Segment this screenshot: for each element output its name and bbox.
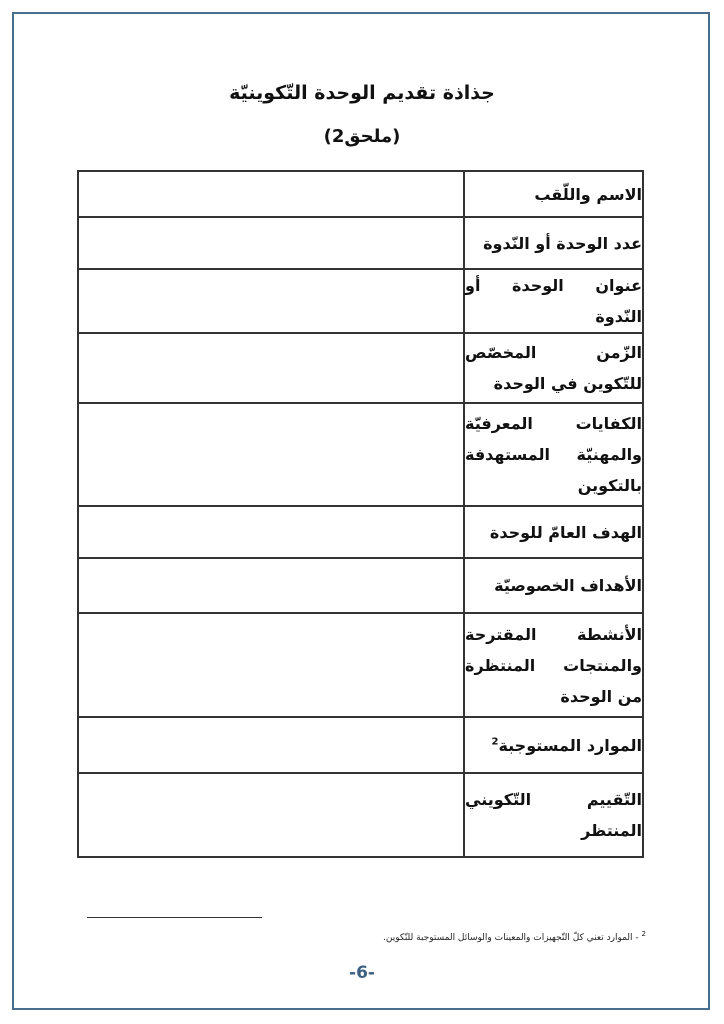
footnote-separator (87, 917, 262, 918)
row-label-general-goal: الهدف العامّ للوحدة (464, 506, 643, 558)
table-row (78, 171, 643, 217)
table-row (78, 613, 643, 717)
form-table (77, 170, 644, 858)
table-row (78, 217, 643, 269)
table-row (78, 558, 643, 613)
document-title: جذاذة تقديم الوحدة التّكوينيّة (229, 82, 495, 104)
row-label-evaluation: التّقييم التّكويني المنتظر (464, 773, 643, 857)
row-label-unit-number: عدد الوحدة أو النّدوة (464, 217, 643, 269)
table-row (78, 269, 643, 333)
table-row (78, 773, 643, 857)
page-number: -6- (349, 963, 375, 983)
row-label-resources: الموارد المستوجبة$^2$ (464, 717, 643, 773)
footnote-reference: 2 (491, 736, 499, 748)
table-row (78, 333, 643, 403)
row-value-competencies[interactable] (78, 403, 464, 506)
row-label-specific-goals: الأهداف الخصوصيّة (464, 558, 643, 613)
table-row (78, 403, 643, 506)
row-label-activities: الأنشطة المقترحة والمنتجات المنتظرة من الوحدة (464, 613, 643, 717)
row-label-name: الاسم واللّقب (464, 171, 643, 217)
document-subtitle: (ملحق2) (323, 126, 401, 147)
row-value-specific-goals[interactable] (78, 558, 464, 613)
footnote-text: - الموارد تعني كلّ التّجهيزات والمعينات والوسائل المستوجبة للتّكوين. (382, 933, 639, 943)
row-value-evaluation[interactable] (78, 773, 464, 857)
row-label-competencies: الكفايات المعرفيّة والمهنيّة المستهدفة بالتكوين (464, 403, 643, 506)
row-label-training-time: الزّمن المخصّص للتّكوين في الوحدة (464, 333, 643, 403)
footnote-marker: 2 (641, 930, 646, 938)
row-value-resources[interactable] (78, 717, 464, 773)
row-value-activities[interactable] (78, 613, 464, 717)
row-label-unit-title: عنوان الوحدة أو النّدوة (464, 269, 643, 333)
row-value-training-time[interactable] (78, 333, 464, 403)
row-value-general-goal[interactable] (78, 506, 464, 558)
table-row (78, 717, 643, 773)
row-value-name[interactable] (78, 171, 464, 217)
footnote (383, 930, 646, 943)
table-row (78, 506, 643, 558)
row-value-unit-number[interactable] (78, 217, 464, 269)
row-value-unit-title[interactable] (78, 269, 464, 333)
